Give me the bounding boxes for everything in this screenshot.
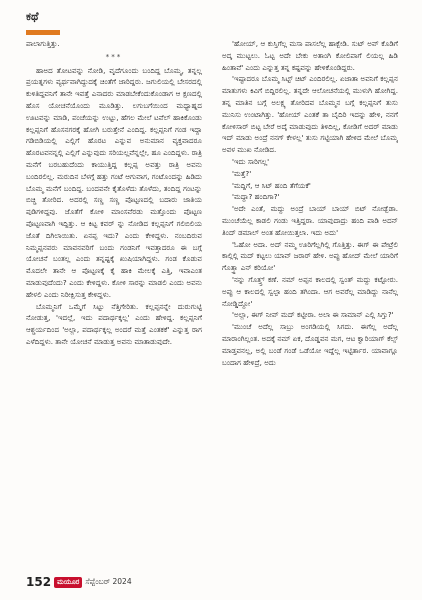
paragraph: 'ಅಲ್ಲಾ, ಈಗ್ ನೀವ್ ಮದ್ ಕಟ್ಟೀರಾ. ಅಲಾ ಈ ಸಾಮಾನ್ ಎಲ್ಲಿ ಸಿಗ್ತು?' bbox=[232, 310, 394, 320]
paragraph: ಹಾಅದ ತೋಟವನ್ನು ನೋಡಿ, ವೃದೆಗೂಂದು ಬಂದಿದ್ದ ಬೊಮ್ಮ, ತನ್ನಲ್ಲ ಪ್ರಯತ್ನಗಳು ವ್ಯರ್ಥವಾಗಿದ್ದುದಕ್ಕೆ ಚಿಂತೆಗೆ ಜಾರಿದ್ದರು. ಜಗುಲಿಯಲ್ಲಿ ಬೇಸರದಲ್ಲಿ ಕುಳಿತಿದ್ದವನಿಗೆ ತಾನೇ ಇವತ್ತೆ ಎನಾದರು ಮಾಡಬೇಕೆಂದುಕೊಂಡಾಗ ಆ ಕ್ಷಣದಲ್ಲಿ ಹೊಸ ಯೋಚನೆಯೊಂದು ಮೂಡಿತ್ತು. ಲಗುಬಗೆಯಿಂದ ಮಧ್ಯಾಹ್ನದ ಊಟವನ್ನು ಮಾಡಿ, ಪಂಚೆಯನ್ನು ಉಟ್ಟು, ಹೆಗಲ ಮೇಲೆ ಟವೆಲ್ ಹಾಕಿಕೊಂಡು ಕಲ್ಲಪ್ಪನಿಗೆ ಹೊಸನಗರಕ್ಕೆ ಹೋಗಿ ಬರುತ್ತೇನೆ ಎಂದಿದ್ದ. ಕಲ್ಲಪ್ಪನಿಗೆ ಗಂಡ ಇದ್ದಾ ಗಡಿಬಿಡಿಯಲ್ಲಿ ಎಲ್ಲಿಗೆ ಹೊರಟ ಎನ್ನುವ ಅನುಮಾನ ವ್ಯಕ್ತವಾದರೂ ಹೊರಟವನನ್ನಲ್ಲಿ ಎಲ್ಲಿಗೆ ಎನ್ನುವುದು ಸರಿಯಲ್ಲವೆನ್ನಲ್ಲೇ, ಹೂ ಎಂದಿದ್ದಳು. ರಾತ್ರಿ ಮನೆಗೆ ಬರಬಹುದೆಂದು ಕಾಯುತ್ತಿದ್ದ ಕಲ್ಲಪ್ಪ ಅವತ್ತು ರಾತ್ರಿ ಅವನು ಬಂದಿರಲಿಲ್ಲ. ಮರುದಿನ ಬೆಳಗ್ಗೆ ಹತ್ತು ಗಂಟೆ ಆಗುವಾಗ, ಗಂಟೊಂದನ್ನು ಹಿಡಿದು ಬೊಮ್ಮ ಮನೆಗೆ ಬಂದಿದ್ದ. ಬಂದವನೇ ಕೈತೊಳೆದು ತೊಳೆದು, ತಂದಿದ್ದ ಗಂಟನ್ನು ಬಿಚ್ಚಿ ತೋರಿದ. ಅದರಲ್ಲಿ ಸಣ್ಣ ಸಣ್ಣ ಪೊಟ್ಟಣದಲ್ಲಿ ಬದಾರು ಜಾತಿಯ ಪುಡಿಗಳಿದ್ದವು. ಜೊತೆಗೆ ಕೋಳಿ ಮಾಂಸವೆರಡು ಮತ್ತೊಂದು ಪೊಟ್ಟಣ ಪೊಟ್ಟಣವಾಗಿ ಇದ್ದಿತ್ತು. ಆ ಕಿಟ್ಟ ಕವರ್ ನ್ನು ನೋಡಿದ ಕಲ್ಲಪ್ಪನಿಗೆ ಗಲಿಬಿಲಿಯ ಜೊತೆ ದಿಗಿಲಾಯಿತು. ಏನಪ್ಪ ಇದು? ಎಂದು ಕೇಳಿದ್ದಳು. ನಂಬದಿರುವ ನಿಮ್ಮಪ್ಪನವರು ಮಾವನವರಿಗೆ ಬಂದು ಗಂಡನಿಗೆ ಇವತ್ತಾದರೂ ಈ ಬಗ್ಗೆ ಯೋಚನೆ ಬಂತಲ್ಲ ಎಂದು ತನ್ನಷ್ಟಕ್ಕೆ ಖುಷಿಯಾಗಿದ್ದಳು. ಗಂಡ ಕೊಡುವ ಮೊದಲೇ ತಾನೇ ಆ ಪೊಟ್ಟಣಕ್ಕೆ ಕೈ ಹಾಕಿ ಮೇಲಕ್ಕೆ ಎತ್ತಿ, ಇವಾಎಂತ ಮಾಡುವುದೆಂದು? ಎಂದು ಕೇಳಿದ್ದಳು. ಕೋಳಿ ಸಾರನ್ನು ಮಾಡಲಿ ಎಂದು ಅವನು ಹೇಳಲಿ ಎಂದು ನಿರೀಕ್ಷಿಸುತ್ತ ಕೇಳಿದ್ದಳು. bbox=[26, 65, 202, 299]
page-number: 152 bbox=[26, 575, 52, 589]
paragraph: 'ನನ್ನು ಗೊತ್ತ್ತ್ ಕಣೆ. ನಮ್ ಅಪ್ಪನ ಕಾಲದಲ್ಲಿ ಸ್ವಂತ್ ಮದ್ದು ಕಟ್ಟೋರು. ಅಪ್ಪು ಆ ಕಾಲದಲ್ಲಿ ಸ್ವಲ್ಪಾ ಹಂದಿ ತಗಿಂದಾ. ಆಗ ಅವರೆಲ್ಲ ಮಾಡಿದ್ದು ನಾನೆಲ್ಲ ನೋಡ್ಡಿದ್ದೋ' bbox=[222, 274, 398, 308]
dialogue-line: 'ಮದ್ದಿಗೆ, ಆ ಸಿಟ್ ಹಂದಿ ತೆಗೆಯಕೆ' bbox=[232, 180, 311, 190]
issue-date: ಸೆಪ್ಟೆಂಬರ್ 2024 bbox=[85, 577, 132, 586]
paragraph: 'ಓಹೋ ಅದಾ. ಅದ್ ನಮ್ಮ ಊರಿಗೆಲ್ಲಗಿಲ್ಲಿ ಗೊತ್ತಿತ್ತು. ಈಗ್ ಈ ಪೇಟ್ರೆಲಿ ಕಾಲ್ಗಿಲ್ಲಿ ಮದ್ ಕಟ್ಟಲು ಯಾವ್ ಜರಾರ್ ಹೇಳಿ. ಅಪ್ಪು ಹೋದ್ ಮೇಲೆ ಯಾರಿಗೆ ಗೊತ್ತ್ತಾ ಎನ್ ಕರಿಯೋ' bbox=[222, 239, 398, 273]
magazine-logo: ಮಯೂರ bbox=[54, 577, 82, 588]
dialogue-line: 'ಮದ್ದಾ? ಹಂದಿಗಾ?' bbox=[232, 192, 280, 202]
section-accent-bar bbox=[26, 30, 60, 35]
paragraph: ಬೊಮ್ಮನಿಗೆ ಒಮ್ಮೆಗೆ ಸಿಟ್ಟು ನೆತ್ತಿಗೇರಿತು. ಕಲ್ಲಪ್ಪನನ್ನೇ ದುರುಗುಟ್ಟಿ ನೋಡುತ್ತ, 'ಇದಲ್ಲೆ, ಇದು ಪದಾರ್ಥಕ್ಕಲ್ಲ' ಎಂದು ಹೇಳಿದ್ದ. ಕಲ್ಲಪ್ಪನಿಗೆ ಆಶ್ಚರ್ಯದಿಂದ 'ಅಲ್ಲಾ, ಪದಾರ್ಥಕ್ಕಲ್ಲ ಅಂದರೆ ಮತ್ತೆ ಎಂತಕಕೆ' ಎನ್ನುತ್ತ ರಾಗ ಎಳೆದಿದ್ದಳು. ತಾನೇ ಯೋಚನೆ ಮಾಡುತ್ತ ಅವನು ಮಾತಾಡುವುದೇ. bbox=[26, 301, 202, 346]
right-column bbox=[222, 38, 398, 568]
section-label: ಕಥೆ bbox=[26, 10, 39, 23]
paragraph: 'ಇಷ್ಟಾದರೂ ಬೊಮ್ಮ ಸಿಟ್ಟ್ ಚಿಟ್ ಎಂದಿರಲಿಲ್ಲ. ಏಜಾತಾ ಅವನಿಗೆ ಕಲ್ಲಪ್ಪನ ಮಾತುಗಳು ಕಿವಿಗೆ ಬಿದ್ದಿರಲಿಲ್ಲ. ತನ್ನದೇ ಆಲೋಚನೆಯಲ್ಲಿ ಮುಳುಗಿ ಹೋಗಿದ್ದ. ತನ್ನ ಮಾತಿನ ಬಗ್ಗೆ ಅಲಕ್ಷ್ಯ ತೋರಿದವ ಬೊಮ್ಮನ ಬಗ್ಗೆ ಕಲ್ಲಪ್ಪನಿಗೆ ತುಸು ಮುನಿಸು ಉಂಟಾಗಿತ್ತು. 'ಹೋಯ್ ಎಂತಕೆ ತಾ ಬೈದಿರಿ ಇದನ್ನು ಹೇಳಿ, ನನಗೆ ಕೋಳಿಸಾರ್ ಬಿಟ್ಟ ಬೇರೆ ಅದ್ಕೆ ಮಾಡುವುದು ತಿಳಿದಿಲ್ಲ, ಕೋಡಿಗೆ ಅದರ್ ಮಾಡು ಇದ್ ಮಾಡು ಅಂದ್ರೆ ನನಗ್ ಕೇಳಲ್ಲ' ತುಸು ಗಟ್ಟಿಯಾಗಿ ಹೇಳಿದ ಮೇಲೆ ಬೊಮ್ಮ ಅವಳ ಮುಖ ನೋಡಿದ. bbox=[222, 74, 398, 155]
page-footer bbox=[26, 574, 132, 590]
paragraph: ಪಾಲಾಗುತ್ತಿತ್ತು. bbox=[26, 39, 60, 48]
section-break: *** bbox=[105, 51, 123, 61]
dialogue-line: 'ಮತ್ತೆ?' bbox=[232, 168, 252, 178]
paragraph: 'ಹೋಯ್, ಆ ಕುಸ್ತಿಗೆಲ್ಲ ಮಸಾ ಪಾಸಲೆಲ್ಲ ಹಾಕ್ಬೇಡಿ. ಸುಟ್ ಅವ್ ಕೊಡಿಗೆ ಅದ್ಕ ಮುಟ್ಟಲು. ಓಟ್ಟ ಅದೇ ಬೇಕು ಅತಾಂಗಿ ಕೋಲಿಪಾಗೆ ಲಿಯಲ್ಲ ಹಿಡಿ ಹಿಂತಾವೆ' ಎಂದು ಎನ್ನುತ್ತ ತನ್ನ ಕಷ್ಟವನ್ನು ಹೇಳಿಕೊಂಡಿದ್ದರು. bbox=[222, 39, 398, 72]
dialogue-line: 'ಇದು ಸಾರಿಗಲ್ಲ' bbox=[232, 156, 270, 166]
paragraph: 'ಅದೇ ಎಂತೆ, ಮದ್ದು ಅಂದ್ರೆ ಬಾಯ್ ಬಾಯ್ ಬಿಟ್ ನೋಡ್ಬೆಡಾ. ಮುಂಚೆಯೆಲ್ಲ ಕಾಡಲಿ ಗಂಡು ಇತ್ತಿದ್ದರಾ. ಯಾವುದಾದ್ರು ಹಂದಿ ಪಾಡಿ ಅದನ್ ತಿಂದ್ ಡಮಾಲ್ ಅಂತ ಹೋಯಿತ್ತಲಾ. ಇದು ಅದು' bbox=[222, 204, 398, 237]
paragraph: 'ಮುಂಚೆ ಅದೆಲ್ಲ ಸಾಬ್ರು ಅಂಗಡಿಯಲ್ಲಿ ಸಿಗದು. ಈಗೆಲ್ಲ ಅದೆಲ್ಲ ಮಾರಾಂಗಿಲ್ಲಂತ. ಅದಕ್ಕೆ ನಮ್ ಏಕ, ದೊಡ್ಡವನ ಮಗ, ಆಟ ಕ್ವಾರಿಯಾಗ್ ಕೆಲ್ಸ್ ಮಾಡ್ತವನಲ್ಲ, ಅಲ್ಲಿ ಬಂಡೆ ಗಂಡೆ ಒಡೆಯೋ ಇದ್ದೆಲ್ಲ ಇಟ್ಟಿರ್ತಾರ. ಯಾವಾಗ್ಲೂ ಬಂದಾಗ ಹೇಳಿದ್ರೆ, ಅದು bbox=[222, 322, 398, 367]
left-column bbox=[26, 38, 202, 568]
